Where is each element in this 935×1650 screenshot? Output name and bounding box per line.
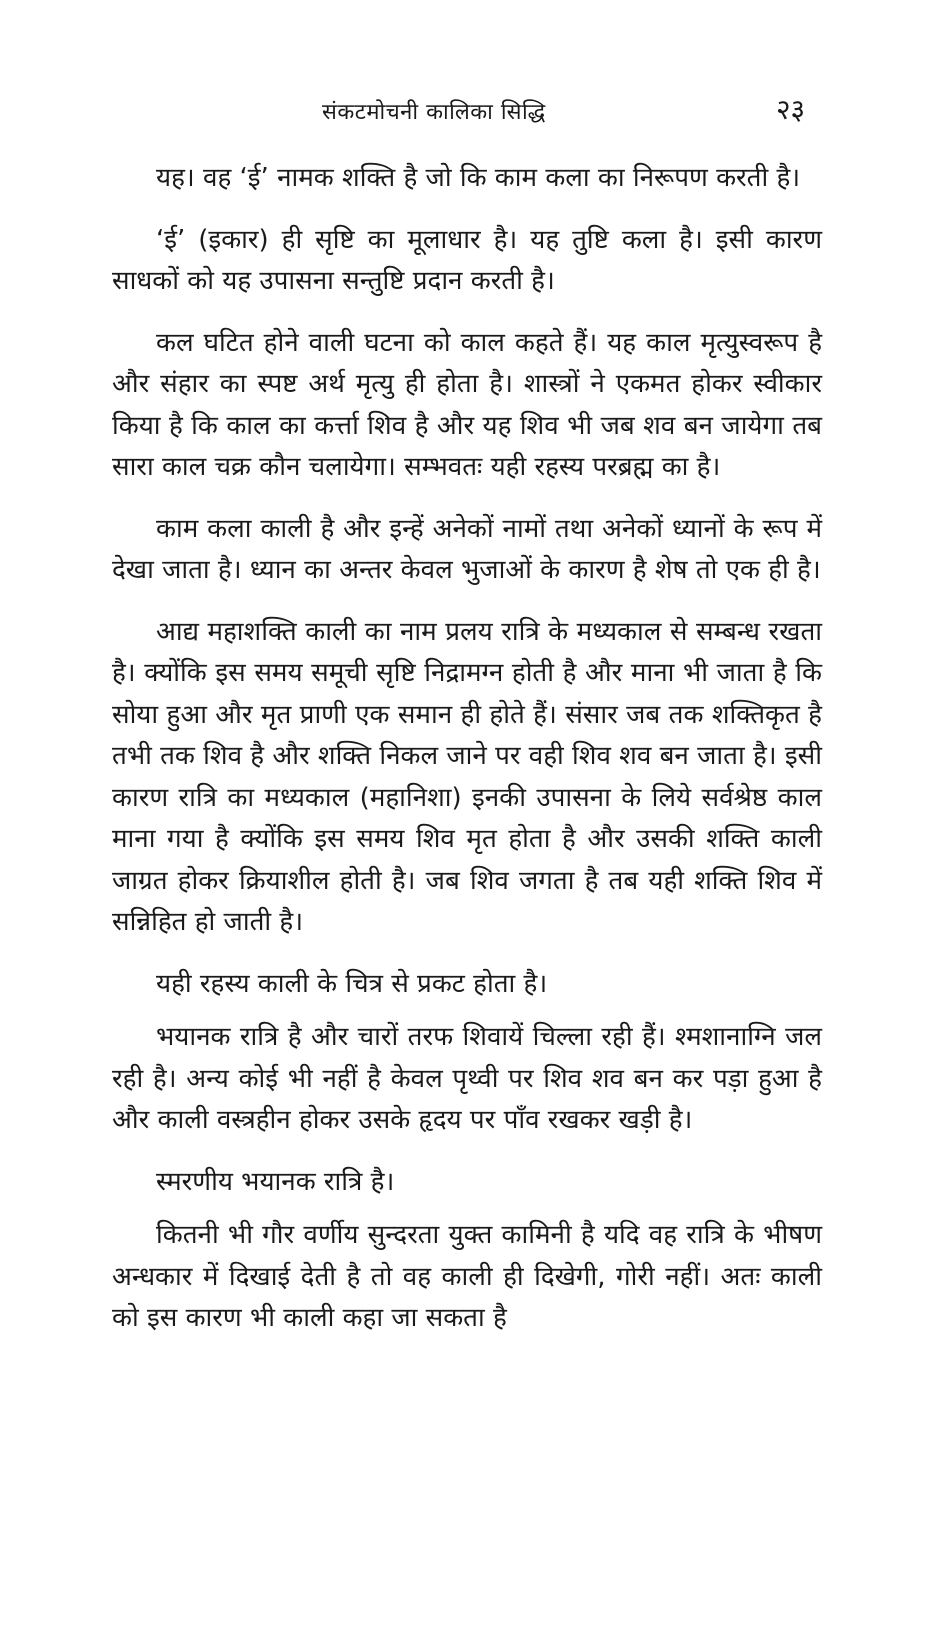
paragraph-1: यह। वह ‘ई’ नामक शक्ति है जो कि काम कला का निरूपण करती है। [156, 163, 801, 193]
paragraph-6: यही रहस्य काली के चित्र से प्रकट होता है। [156, 968, 548, 999]
page-number: २३ [776, 93, 806, 126]
running-title: संकटमोचनी कालिका सिद्धि [322, 100, 546, 125]
body-text [112, 158, 822, 1360]
running-header [0, 90, 935, 130]
paragraph-2: ‘ई’ (इकार) ही सृष्टि का मूलाधार है। यह तुष्टि कला है। इसी कारण साधकों को यह उपासना सन्तुष्टि प्रदान करती है। [112, 224, 822, 296]
paragraph-4: काम कला काली है और इन्हें अनेकों नामों तथा अनेकों ध्यानों के रूप में देखा जाता है। ध्यान का अन्तर केवल भुजाओं के कारण है शेष तो एक ही है। [112, 513, 822, 585]
paragraph-5: आद्य महाशक्ति काली का नाम प्रलय रात्रि के मध्यकाल से सम्बन्ध रखता है। क्योंकि इस समय समूची सृष्टि निद्रामग्न होती है और माना भी जाता है कि सोया हुआ और मृत प्राणी एक समान ही होते हैं। संसार जब तक शक्तिकृत है तभी तक शिव है और शक्ति निकल जाने पर वही शिव शव बन जाता है। इसी कारण रात्रि का मध्यकाल (महानिशा) इनकी उपासना के लिये सर्वश्रेष्ठ काल माना गया है क्योंकि इस समय शिव मृत होता है और उसकी शक्ति काली जाग्रत होकर क्रियाशील होती है। जब शिव जगता है तब यही शक्ति शिव में सन्निहित हो जाती है। [112, 616, 822, 937]
paragraph-3: कल घटित होने वाली घटना को काल कहते हैं। यह काल मृत्युस्वरूप है और संहार का स्पष्ट अर्थ मृत्यु ही होता है। शास्त्रों ने एकमत होकर स्वीकार किया है कि काल का कर्त्ता शिव है और यह शिव भी जब शव बन जायेगा तब सारा काल चक्र कौन चलायेगा। सम्भवतः यही रहस्य परब्रह्म का है। [112, 327, 822, 482]
paragraph-9: कितनी भी गौर वर्णीय सुन्दरता युक्त कामिनी है यदि वह रात्रि के भीषण अन्धकार में दिखाई देती है तो वह काली ही दिखेगी, गोरी नहीं। अतः काली को इस कारण भी काली कहा जा सकता है [112, 1220, 822, 1333]
paragraph-8: स्मरणीय भयानक रात्रि है। [156, 1166, 395, 1197]
paragraph-7: भयानक रात्रि है और चारों तरफ शिवायें चिल्ला रही हैं। श्मशानाग्नि जल रही है। अन्य कोई भी नहीं है केवल पृथ्वी पर शिव शव बन कर पड़ा हुआ है और काली वस्त्रहीन होकर उसके हृदय पर पाँव रखकर खड़ी है। [112, 1022, 822, 1135]
